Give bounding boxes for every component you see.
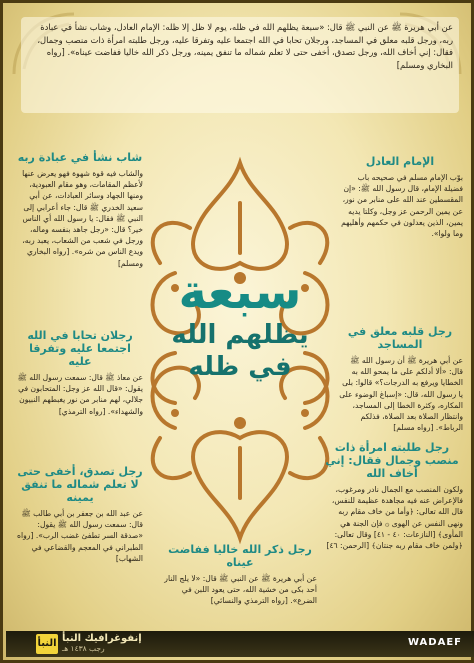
- section-title: رجل قلبه معلق في المساجد: [347, 325, 453, 351]
- section-woman: [321, 441, 463, 551]
- title-line-2: يظلهم الله: [171, 320, 309, 350]
- section-body: عن أبي هريرة ﷺ عن النبي ﷺ قال: «لا يلج النار أحد بكى من خشية الله، حتى يعود اللبن في الضرع». [رواه الترمذي والنسائي]: [164, 574, 317, 606]
- section-body: والشاب فيه قوة شهوة فهو يعرض عنها لأعظم المقامات، وهو مقام العبودية، ومنها الجهاد وسائر العبادات، عن أبي سعيد الخدري ﷺ قال: جاء أعرابي إلى النبي ﷺ فقال: يا رسول الله أي الناس خير؟ قال: «رجل جاهد بنفسه وماله، ورجل في شعب من الشعاب، يعبد ربه، ويدع الناس من شره». [رواه البخاري ومسلم]: [22, 169, 143, 268]
- section-charity: [17, 465, 143, 564]
- section-mosque: [337, 325, 463, 433]
- section-body: عن أبي هريرة ﷺ أن رسول الله ﷺ قال: «ألا أدلكم على ما يمحو الله به الخطايا ويرفع به الدرجات؟» قالوا: بلى يا رسول الله، قال: «إسباغ الوضوء على المكاره، وكثرة الخطا إلى المساجد، وانتظار الصلاة بعد الصلاة، فذلكم الرباط». [رواه مسلم]: [339, 356, 463, 433]
- section-body: بوّب الإمام مسلم في صحيحه باب فضيلة الإمام، قال رسول الله ﷺ: «إن المقسطين عند الله على منابر من نور، عن يمين الرحمن عز وجل، وكلتا يديه يمين، الذين يعدلون في حكمهم وأهليهم وما ولوا».: [341, 173, 463, 239]
- publish-date: رجب ١٤٣٨ هـ: [62, 644, 105, 653]
- publisher-logo: النبأ: [36, 634, 58, 654]
- section-body: عن معاذ ﷺ قال: سمعت رسول الله ﷺ يقول: «قال الله عز وجل: المتحابون في جلالي، لهم منابر من نور يغبطهم النبيون والشهداء». [رواه الترمذي]: [17, 373, 143, 416]
- title-line-3: في ظله: [188, 352, 292, 382]
- publisher-name: إنفوغرافيك النبأ: [62, 633, 142, 644]
- hadith-intro: عن أبي هريرة ﷺ عن النبي ﷺ قال: «سبعة يظلهم الله في ظله، يوم لا ظل إلا ظله: الإمام العادل، وشاب نشأ في عبادة ربه، ورجل قلبه معلق في المساجد، ورجلان تحابا في الله اجتمعا عليه وتفرقا عليه، ورجل طلبته امرأة ذات منصب وجمال، فقال: إني أخاف الله، ورجل تصدق، أخفى حتى لا تعلم شماله ما تنفق يمينه، ورجل ذكر الله خاليا ففاضت عيناه». [رواه البخاري ومسلم]: [21, 17, 459, 113]
- section-title: رجل ذكر الله خاليا ففاضت عيناه: [168, 543, 312, 569]
- section-title: رجل طلبته امرأة ذات منصب وجمال فقال: إني أخاف الله: [325, 441, 459, 480]
- section-love: [17, 329, 143, 417]
- section-imam: [337, 155, 463, 239]
- title-line-1: سبعة: [178, 264, 302, 320]
- section-body: ولكون المنصب مع الجمال نادر ومرغوب، فالإعراض عنه فيه مجاهدة عظيمة للنفس، قال الله تعالى: ﴿وأما من خاف مقام ربه ونهى النفس عن الهوى ۞ فإن الجنة هي المأوى﴾ [النازعات: ٤٠ - ٤١] وقال تعالى: ﴿ولمن خاف مقام ربه جنتان﴾ [الرحمن: ٤٦]: [326, 485, 463, 551]
- section-body: عن عبد الله بن جعفر بن أبي طالب ﷺ قال: سمعت رسول الله ﷺ يقول: «صدقة السر تطفئ غضب الرب». [رواه الطبراني في المعجم والقضاعي في الشهاب]: [17, 509, 143, 563]
- footer-bar: [6, 631, 474, 657]
- watermark: WADAEF: [407, 637, 462, 648]
- section-youth: [17, 151, 143, 269]
- main-title: [153, 265, 327, 383]
- section-title: شاب نشأ في عبادة ربه: [17, 151, 143, 164]
- section-tears: [163, 543, 317, 607]
- section-title: الإمام العادل: [365, 155, 435, 168]
- section-title: رجلان تحابا في الله اجتمعا عليه وتفرقا عليه: [27, 329, 133, 368]
- section-title: رجل تصدق، أخفى حتى لا تعلم شماله ما تنفق يمينه: [17, 465, 143, 504]
